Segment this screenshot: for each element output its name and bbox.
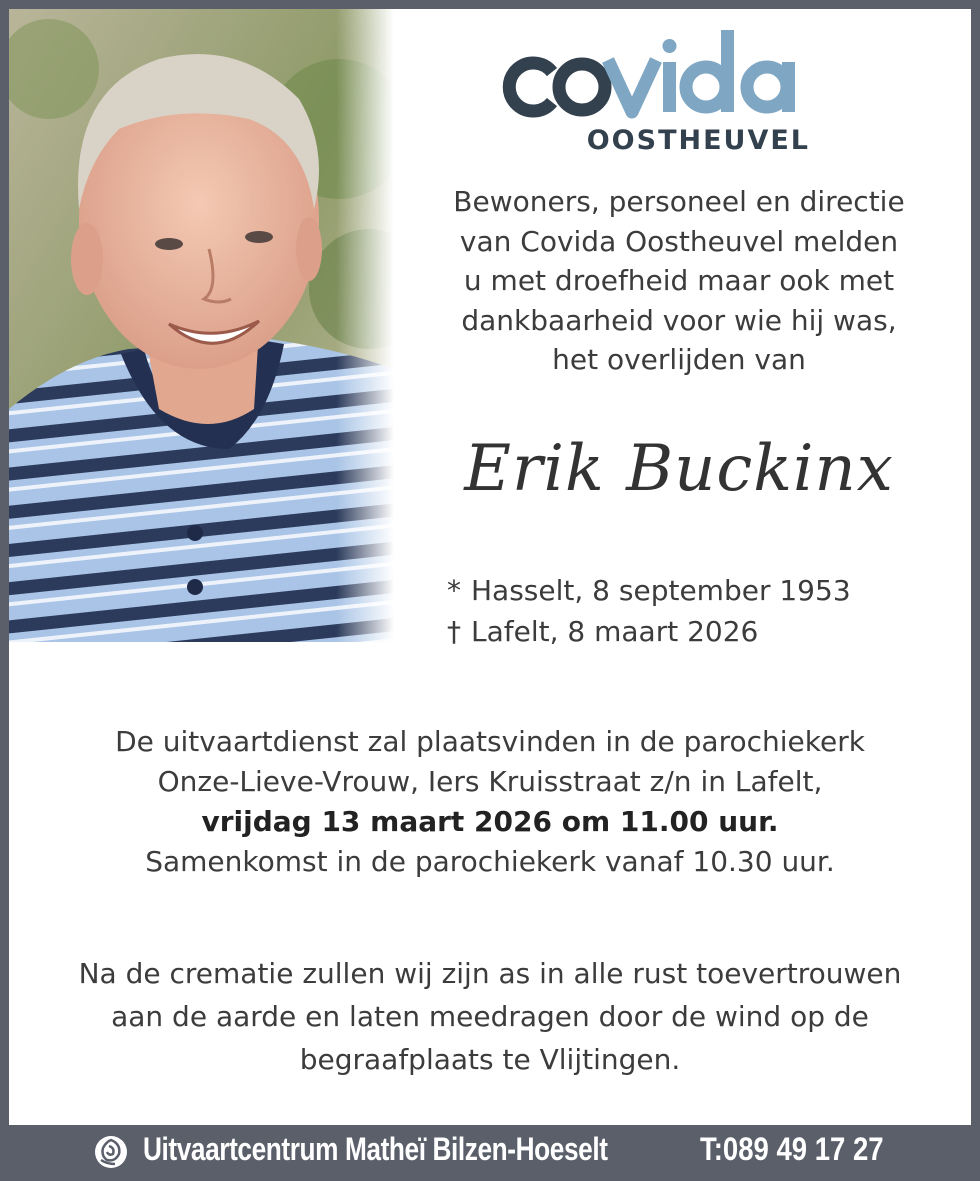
birth-date: Hasselt, 8 september 1953 — [471, 574, 851, 607]
death-date: Lafelt, 8 maart 2026 — [471, 615, 759, 648]
birth-symbol: * — [447, 574, 461, 607]
intro-text — [420, 182, 938, 380]
closing-line: begraafplaats te Vlijtingen. — [299, 1043, 681, 1076]
rose-icon — [93, 1134, 129, 1170]
cross-symbol: † — [447, 615, 461, 648]
life-dates — [447, 570, 851, 652]
covida-logo — [500, 22, 820, 162]
covida-wordmark — [509, 30, 795, 112]
intro-line: dankbaarheid voor wie hij was, — [461, 303, 897, 337]
closing-text — [9, 952, 971, 1081]
service-info — [9, 722, 971, 882]
intro-line: u met droefheid maar ook met — [463, 264, 895, 297]
service-line: Onze-Lieve-Vrouw, Iers Kruisstraat z/n in Lafelt, — [157, 765, 823, 798]
funeral-home-phone: T:089 49 17 27 — [700, 1131, 884, 1167]
footer-bar — [0, 1125, 980, 1181]
closing-line: Na de crematie zullen wij zijn as in alle rust toevertrouwen — [78, 957, 902, 990]
birth-line — [447, 570, 851, 611]
funeral-home-name: Uitvaartcentrum Matheï Bilzen-Hoeselt — [143, 1131, 608, 1167]
intro-line: het overlijden van — [552, 343, 806, 376]
service-datetime: vrijdag 13 maart 2026 om 11.00 uur. — [201, 805, 779, 838]
service-line: Samenkomst in de parochiekerk vanaf 10.30 uur. — [145, 845, 835, 878]
logo-subtitle: OOSTHEUVEL — [586, 125, 810, 156]
death-line — [447, 611, 851, 652]
intro-line: Bewoners, personeel en directie — [453, 185, 905, 218]
portrait-photo — [9, 9, 394, 642]
intro-line: van Covida Oostheuvel melden — [459, 224, 899, 258]
deceased-name: Erik Buckinx — [464, 432, 894, 506]
portrait-image — [9, 9, 394, 642]
closing-line: aan de aarde en laten meedragen door de wind op de — [111, 1000, 869, 1033]
service-line: De uitvaartdienst zal plaatsvinden in de parochiekerk — [115, 725, 865, 758]
